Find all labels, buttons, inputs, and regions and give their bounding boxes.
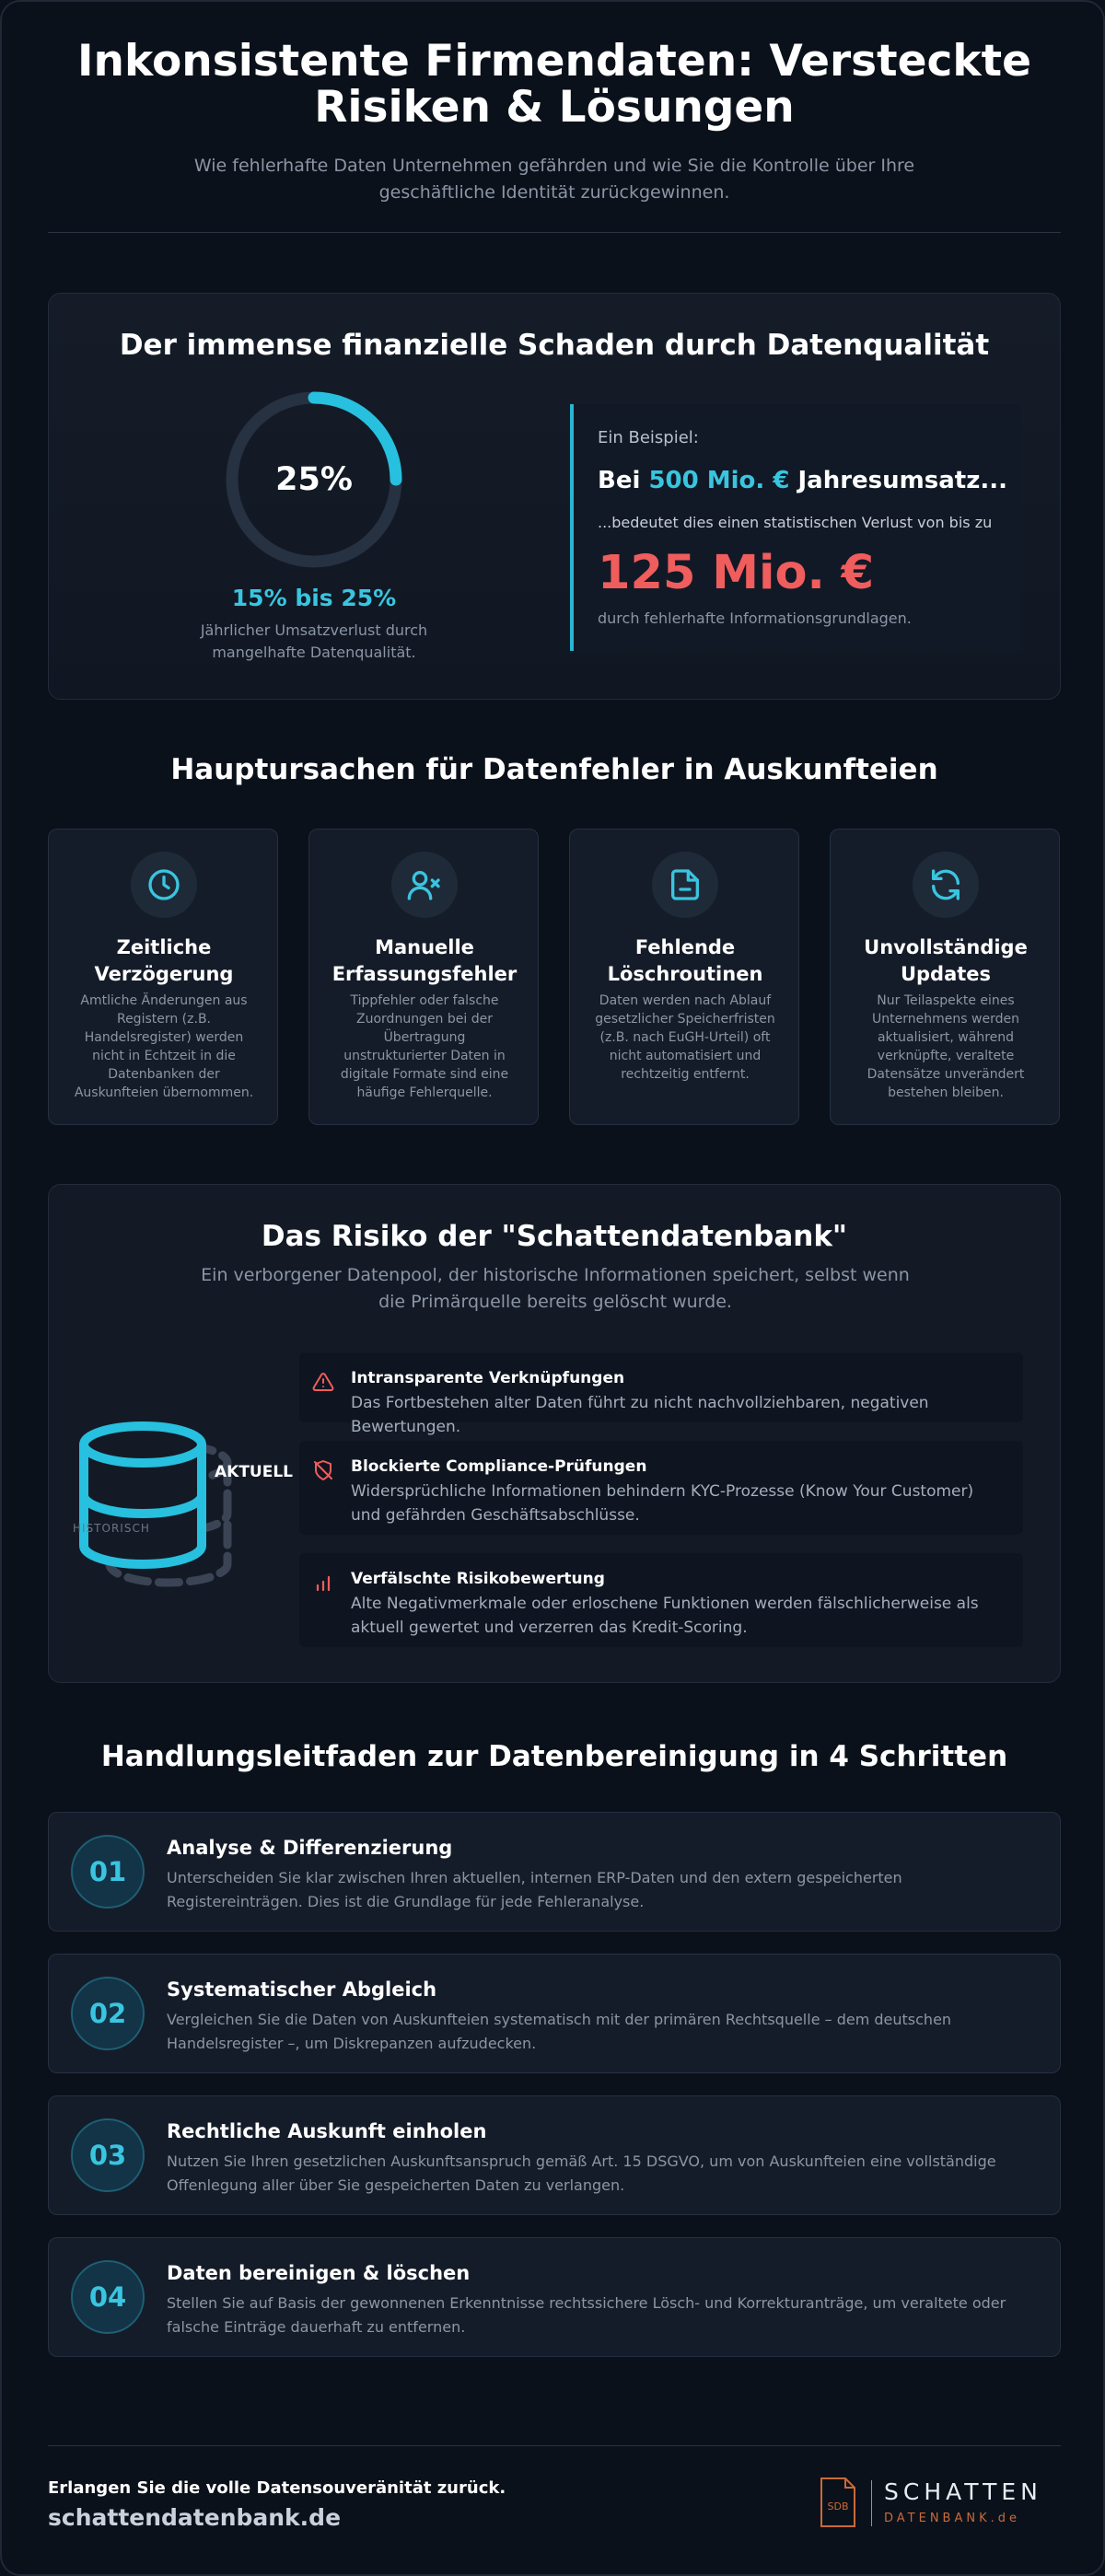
risk-item-opaque-links <box>299 1352 1023 1436</box>
risk-description: Alte Negativmerkmale oder erloschene Funktionen werden fälschlicherweise als aktuell gewertet und verzerren das Kredit-Scoring. <box>351 1595 979 1637</box>
cause-description: Nur Teilaspekte eines Unternehmens werden aktualisiert, während verknüpfte, veraltete Datensätze unverändert bestehen bleiben. <box>867 993 1025 1100</box>
risk-title: Intransparente Verknüpfungen <box>351 1369 625 1387</box>
shadow-database-title: Das Risiko der "Schattendatenbank" <box>261 1220 848 1253</box>
example-box <box>570 404 1021 651</box>
cause-title: Manuelle Erfassungsfehler <box>332 936 518 985</box>
risk-title: Verfälschte Risikobewertung <box>351 1570 605 1588</box>
step-card-4 <box>48 2237 1061 2357</box>
risk-description: Das Fortbestehen alter Daten führt zu nicht nachvollziehbaren, negativen Bewertungen. <box>351 1394 929 1436</box>
step-description: Nutzen Sie Ihren gesetzlichen Auskunftsanspruch gemäß Art. 15 DSGVO, um von Auskunfteien eine vollständige Offenlegung aller über Sie gespeicherten Daten zu verlangen. <box>167 2152 996 2194</box>
logo-mark-icon <box>818 2475 858 2530</box>
cause-card-manual-errors <box>308 829 539 1125</box>
logo-wordmark-bottom: DATENBANK.de <box>884 2512 1020 2525</box>
example-subtext: ...bedeutet dies einen statistischen Verlust von bis zu <box>598 514 993 531</box>
database-illustration <box>73 1411 312 1614</box>
step-description: Unterscheiden Sie klar zwischen Ihren aktuellen, internen ERP-Daten und den extern gespeicherten Registereinträgen. Dies ist die Grundlage für jede Fehleranalyse. <box>167 1869 902 1910</box>
step-title: Analyse & Differenzierung <box>167 1837 453 1859</box>
example-loss-amount: 125 Mio. € <box>598 546 875 600</box>
cause-description: Daten werden nach Ablauf gesetzlicher Speicherfristen (z.B. nach EuGH-Urteil) oft nicht automatisiert und rechtzeitig entfernt. <box>595 993 775 1082</box>
financial-damage-title: Der immense finanzielle Schaden durch Datenqualität <box>119 329 990 362</box>
brand-logo <box>818 2475 1061 2534</box>
risk-title: Blockierte Compliance-Prüfungen <box>351 1457 647 1476</box>
loss-range: 15% bis 25% <box>231 585 397 611</box>
example-footnote: durch fehlerhafte Informationsgrundlagen. <box>598 609 912 627</box>
step-title: Daten bereinigen & löschen <box>167 2262 471 2284</box>
bar-chart-icon <box>312 1572 334 1594</box>
cause-title: Zeitliche Verzögerung <box>94 936 234 985</box>
example-prefix: Bei <box>598 467 641 494</box>
footer-divider <box>48 2445 1061 2446</box>
risk-item-blocked-compliance <box>299 1441 1023 1535</box>
step-card-1 <box>48 1812 1061 1932</box>
shadow-database-card <box>48 1184 1061 1683</box>
step-number: 02 <box>71 1977 145 2050</box>
shield-off-icon <box>312 1459 334 1481</box>
step-description: Stellen Sie auf Basis der gewonnenen Erkenntnisse rechtssichere Lösch- und Korrekturanträge, um veraltete oder falsche Einträge dauerhaft zu entfernen. <box>167 2294 1006 2336</box>
step-number: 04 <box>71 2260 145 2334</box>
user-x-icon <box>391 852 458 918</box>
risk-item-distorted-scoring <box>299 1553 1023 1647</box>
cause-card-delay <box>48 829 278 1125</box>
step-card-2 <box>48 1954 1061 2073</box>
page-title: Inkonsistente Firmendaten: Versteckte Risiken & Lösungen <box>77 36 1031 133</box>
causes-title: Hauptursachen für Datenfehler in Auskunfteien <box>170 753 938 786</box>
page-subtitle: Wie fehlerhafte Daten Unternehmen gefährden und wie Sie die Kontrolle über Ihre geschäftliche Identität zurückgewinnen. <box>193 156 915 203</box>
current-label: AKTUELL <box>215 1463 294 1481</box>
loss-range-description: Jährlicher Umsatzverlust durch mangelhafte Datenqualität. <box>200 621 428 661</box>
cause-card-missing-deletion <box>569 829 799 1125</box>
header <box>48 36 1061 206</box>
example-suffix: Jahresumsatz... <box>797 467 1007 494</box>
header-divider <box>48 232 1061 233</box>
example-kicker: Ein Beispiel: <box>598 428 699 447</box>
loss-donut-chart <box>224 389 404 570</box>
risk-description: Widersprüchliche Informationen behindern KYC-Prozesse (Know Your Customer) und gefährden Geschäftsabschlüsse. <box>351 1482 974 1525</box>
step-number: 03 <box>71 2118 145 2192</box>
example-revenue: 500 Mio. € <box>648 467 790 494</box>
cause-card-incomplete-updates <box>830 829 1060 1125</box>
step-description: Vergleichen Sie die Daten von Auskunfteien systematisch mit der primären Rechtsquelle – dem deutschen Handelsregister –, um Diskrepanzen aufzudecken. <box>167 2011 952 2052</box>
cause-title: Fehlende Löschroutinen <box>607 936 763 985</box>
cause-description: Amtliche Änderungen aus Registern (z.B. Handelsregister) werden nicht in Echtzeit in die Datenbanken der Auskunfteien übernommen. <box>74 993 254 1100</box>
step-card-3 <box>48 2095 1061 2215</box>
shadow-database-subtitle: Ein verborgener Datenpool, der historische Informationen speichert, selbst wenn die Primärquelle bereits gelöscht wurde. <box>201 1265 910 1312</box>
step-title: Systematischer Abgleich <box>167 1978 437 2001</box>
donut-value: 25% <box>275 461 353 498</box>
financial-damage-card <box>48 293 1061 700</box>
cause-title: Unvollständige Updates <box>864 936 1028 985</box>
steps-title: Handlungsleitfaden zur Datenbereinigung in 4 Schritten <box>100 1740 1008 1773</box>
logo-separator <box>871 2480 872 2526</box>
footer-cta: Erlangen Sie die volle Datensouveränität zurück. <box>48 2478 506 2498</box>
refresh-icon <box>913 852 979 918</box>
cause-description: Tippfehler oder falsche Zuordnungen bei der Übertragung unstrukturierter Daten in digitale Formate sind eine häufige Fehlerquelle. <box>340 993 509 1100</box>
clock-icon <box>131 852 197 918</box>
historical-label: HISTORISCH <box>73 1522 150 1535</box>
current-database-icon <box>84 1426 202 1564</box>
file-minus-icon <box>652 852 718 918</box>
logo-mark-text: SDB <box>827 2501 849 2512</box>
footer-url-link[interactable]: schattendatenbank.de <box>48 2504 342 2531</box>
example-headline <box>598 467 1007 494</box>
step-number: 01 <box>71 1835 145 1909</box>
step-title: Rechtliche Auskunft einholen <box>167 2120 487 2142</box>
logo-wordmark-top: SCHATTEN <box>884 2478 1042 2505</box>
warning-icon <box>312 1371 334 1393</box>
